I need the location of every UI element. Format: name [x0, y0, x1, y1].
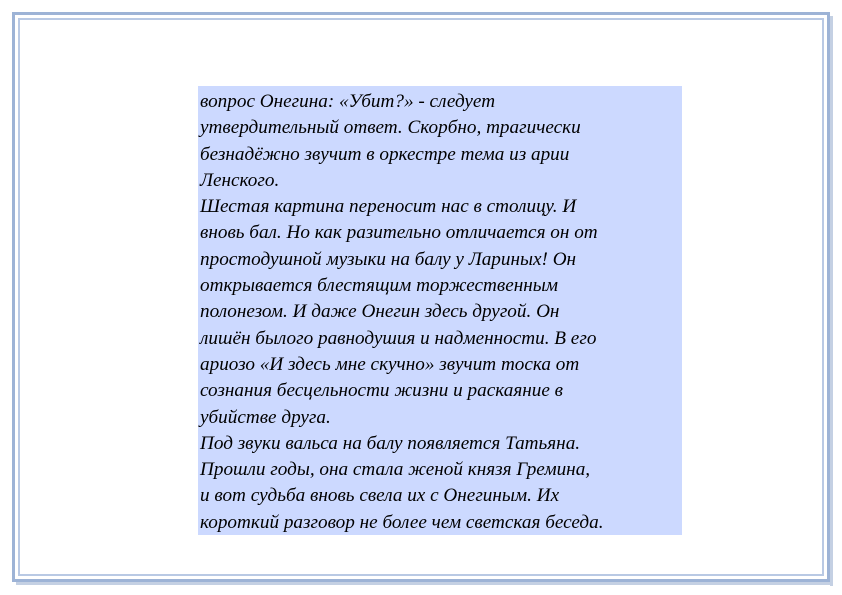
- text-line: утвердительный ответ. Скорбно, трагически: [200, 117, 581, 139]
- text-block: [198, 86, 682, 535]
- text-line: простодушной музыки на балу у Лариных! Он: [200, 248, 577, 270]
- text-line: Под звуки вальса на балу появляется Татьяна.: [200, 432, 581, 454]
- text-line: сознания бесцельности жизни и раскаяние в: [200, 380, 564, 402]
- text-line: Ленского.: [200, 169, 280, 191]
- text-line: короткий разговор не более чем светская беседа.: [200, 511, 604, 533]
- text-line: убийстве друга.: [200, 406, 331, 428]
- text-line: вопрос Онегина: «Убит?» - следует: [200, 91, 496, 112]
- text-line: ариозо «И здесь мне скучно» звучит тоска от: [200, 353, 580, 375]
- text-line: открывается блестящим торжественным: [200, 275, 559, 297]
- frame-shadow: [16, 582, 833, 585]
- text-line: вновь бал. Но как разительно отличается он от: [200, 222, 598, 244]
- frame-shadow: [830, 16, 833, 586]
- text-line: лишён былого равнодушия и надменности. В его: [200, 327, 597, 349]
- text-line: Прошли годы, она стала женой князя Гремина,: [200, 459, 591, 481]
- text-line: полонезом. И даже Онегин здесь другой. Он: [200, 301, 560, 323]
- text-line: Шестая картина переносит нас в столицу. И: [200, 196, 577, 218]
- text-line: и вот судьба вновь свела их с Онегиным. Их: [200, 485, 560, 507]
- text-line: безнадёжно звучит в оркестре тема из арии: [200, 143, 570, 165]
